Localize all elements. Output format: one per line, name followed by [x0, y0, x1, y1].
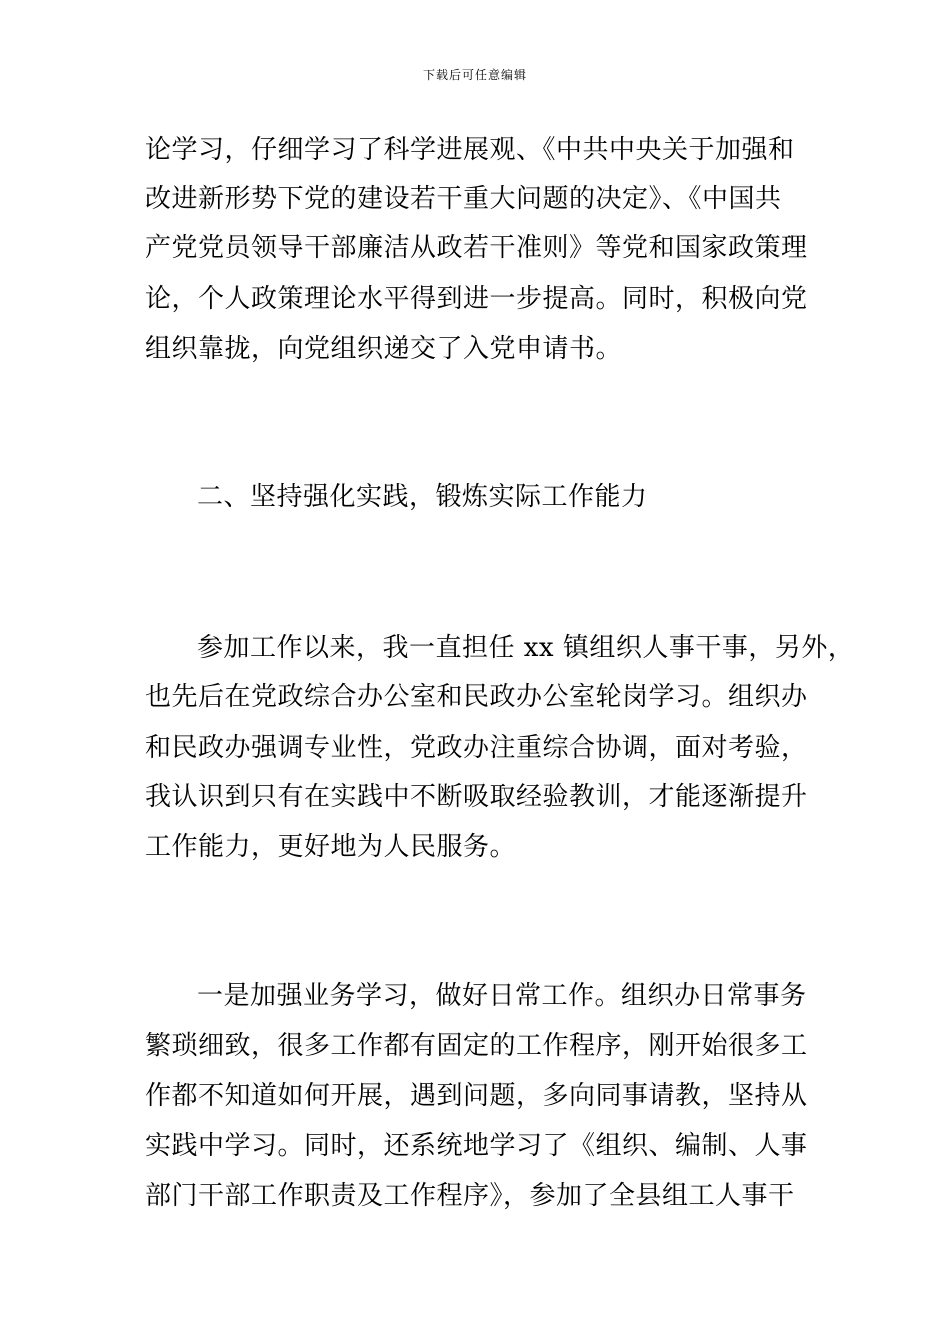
- paragraph-2-line-1: 参加工作以来，我一直担任 xx 镇组织人事干事，另外，: [197, 633, 855, 663]
- paragraph-3-line-1: 一是加强业务学习，做好日常工作。组织办日常事务: [197, 981, 807, 1011]
- paragraph-1-line-4: 论，个人政策理论水平得到进一步提高。同时，积极向党: [145, 284, 808, 314]
- paragraph-2-line-2: 也先后在党政综合办公室和民政办公室轮岗学习。组织办: [145, 682, 808, 712]
- paragraph-2-line-3: 和民政办强调专业性，党政办注重综合协调，面对考验，: [145, 733, 808, 763]
- paragraph-2-line-4: 我认识到只有在实践中不断吸取经验教训，才能逐渐提升: [145, 782, 808, 812]
- paragraph-3-line-5: 部门干部工作职责及工作程序》，参加了全县组工人事干: [145, 1181, 795, 1211]
- paragraph-3-line-3: 作都不知道如何开展，遇到问题，多向同事请教，坚持从: [145, 1081, 808, 1111]
- paragraph-1-line-1: 论学习，仔细学习了科学进展观、《中共中央关于加强和: [145, 135, 795, 165]
- paragraph-1-line-2: 改进新形势下党的建设若干重大问题的决定》、《中国共: [145, 184, 782, 214]
- paragraph-2-line-5: 工作能力，更好地为人民服务。: [145, 832, 517, 862]
- section-heading: 二、坚持强化实践，锻炼实际工作能力: [197, 482, 648, 512]
- paragraph-3-line-2: 繁琐细致，很多工作都有固定的工作程序，刚开始很多工: [145, 1031, 808, 1061]
- paragraph-1-line-3: 产党党员领导干部廉洁从政若干准则》等党和国家政策理: [145, 233, 808, 263]
- paragraph-1-line-5: 组织靠拢，向党组织递交了入党申请书。: [145, 334, 623, 364]
- paragraph-3-line-4: 实践中学习。同时，还系统地学习了《组织、编制、人事: [145, 1131, 808, 1161]
- page-header: 下载后可任意编辑: [422, 68, 527, 82]
